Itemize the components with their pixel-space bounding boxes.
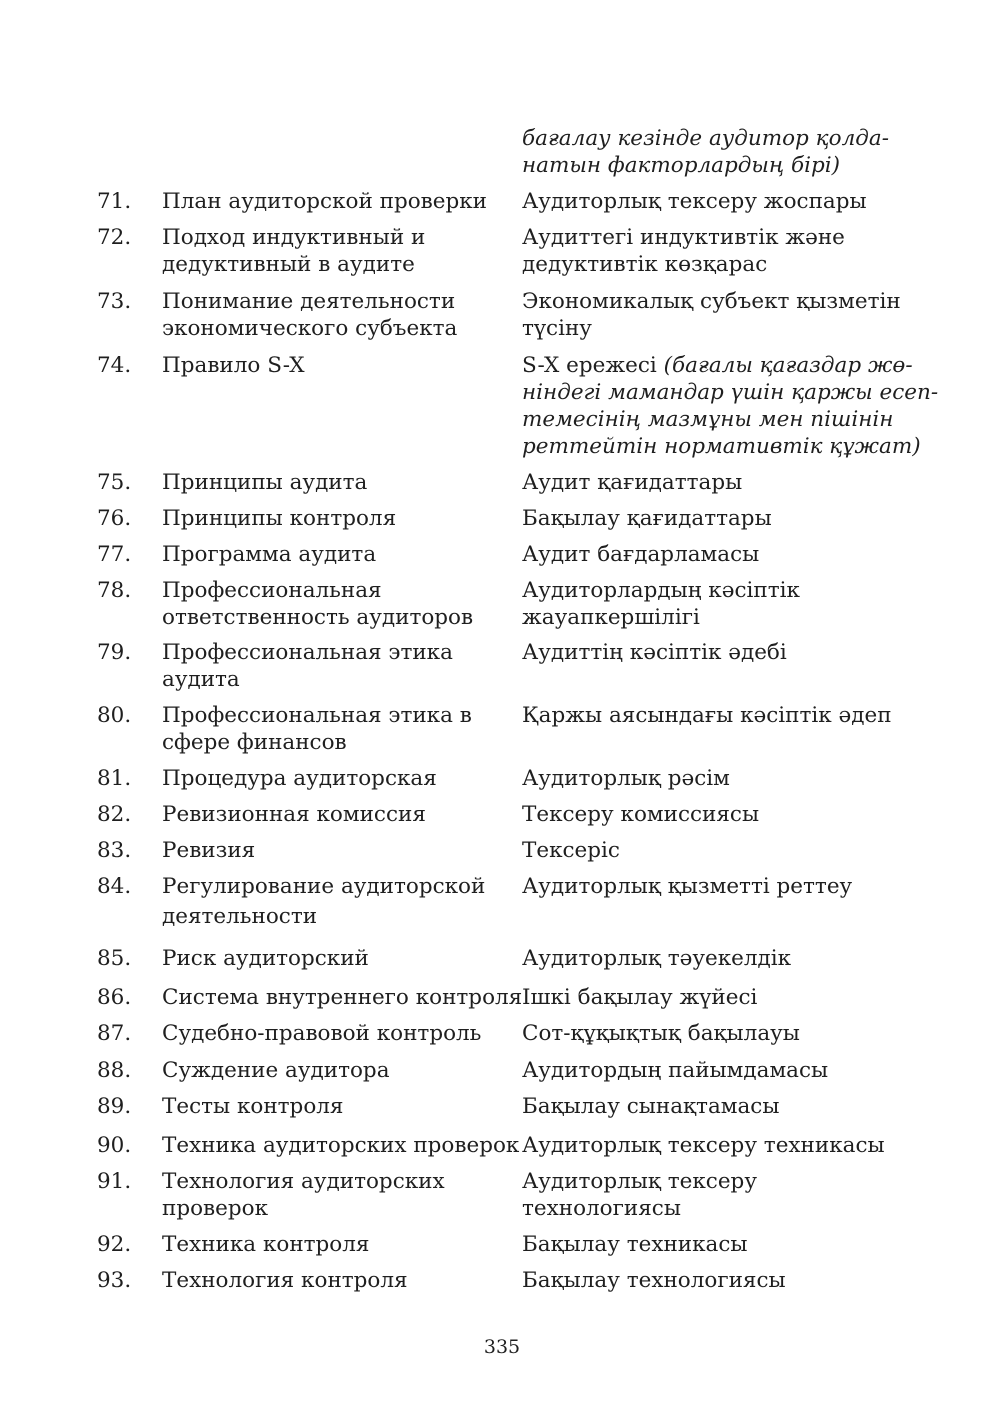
entry-kazakh-term (522, 505, 942, 532)
entry-russian-term (162, 1267, 514, 1294)
entry-number: 89. (97, 1094, 132, 1119)
russian-line: Технология аудиторских (162, 1169, 445, 1194)
entry-russian-term (162, 1020, 514, 1047)
kazakh-term-text: S-X ережесі (522, 353, 657, 378)
entry-number: 80. (97, 703, 132, 728)
kazakh-explanation-line: реттейтін нормативтік құжат) (522, 434, 921, 459)
kazakh-line: Аудиттегі индуктивтік және (522, 225, 845, 250)
kazakh-line: Аудиторлық рәсім (522, 766, 730, 791)
entry-number: 76. (97, 506, 132, 531)
russian-line: Процедура аудиторская (162, 766, 437, 791)
entry-russian-term (162, 1057, 514, 1084)
continuation-kz (522, 125, 942, 179)
entry-russian-term (162, 1132, 520, 1159)
russian-line: Профессиональная этика в (162, 703, 472, 728)
entry-russian-term (162, 765, 514, 792)
kazakh-explanation-line: темесінің мазмұны мен пішінін (522, 407, 894, 432)
entry-number: 82. (97, 802, 132, 827)
entry-number: 86. (97, 985, 132, 1010)
entry-kazakh-term (522, 1231, 942, 1258)
kazakh-line: Тексеру комиссиясы (522, 802, 760, 827)
entry-kazakh-term (522, 188, 942, 215)
kazakh-line: дедуктивтік көзқарас (522, 252, 768, 277)
russian-line: Правило S-X (162, 353, 305, 378)
entry-kazakh-term (522, 1267, 942, 1294)
russian-line: дедуктивный в аудите (162, 252, 415, 277)
kazakh-line: Аудитордың пайымдамасы (522, 1058, 829, 1083)
russian-line: Профессиональная этика (162, 640, 453, 665)
entry-kazakh-term (522, 1093, 942, 1120)
entry-number: 87. (97, 1021, 132, 1046)
kazakh-line: Аудиторлық қызметті реттеу (522, 874, 853, 899)
entry-number: 88. (97, 1058, 132, 1083)
russian-line: Суждение аудитора (162, 1058, 390, 1083)
kazakh-line: Аудиторлық тексеру жоспары (522, 189, 867, 214)
russian-line: экономического субъекта (162, 316, 458, 341)
kazakh-line: Аудиторлық тексеру (522, 1169, 757, 1194)
entry-russian-term (162, 224, 514, 278)
kazakh-explanation-line: ніндегі мамандар үшін қаржы есеп- (522, 380, 939, 405)
entry-number: 84. (97, 874, 132, 899)
entry-kazakh-term (522, 224, 942, 278)
entry-kazakh-term (522, 1168, 942, 1222)
entry-russian-term (162, 984, 523, 1011)
russian-line: Тесты контроля (162, 1094, 344, 1119)
entry-russian-term (162, 469, 514, 496)
kazakh-line: Сот-құқықтық бақылауы (522, 1021, 800, 1046)
kazakh-line: Аудиторлардың кәсіптік (522, 578, 800, 603)
kazakh-line: Бақылау технологиясы (522, 1268, 786, 1293)
kazakh-line: Аудиторлық тәуекелдік (522, 946, 792, 971)
kazakh-line: жауапкершілігі (522, 605, 700, 630)
russian-line: Система внутреннего контроля (162, 985, 523, 1010)
russian-line: Подход индуктивный и (162, 225, 426, 250)
kazakh-line: Қаржы аясындағы кәсіптік әдеп (522, 703, 892, 728)
entry-number: 74. (97, 353, 132, 378)
entry-kazakh-term (522, 765, 942, 792)
russian-line: Риск аудиторский (162, 946, 369, 971)
entry-russian-term (162, 702, 514, 756)
entry-kazakh-term (522, 288, 942, 342)
kazakh-line: Бақылау техникасы (522, 1232, 748, 1257)
entry-kazakh-term (522, 945, 942, 972)
russian-line: сфере финансов (162, 730, 347, 755)
entry-number: 85. (97, 946, 132, 971)
entry-russian-term (162, 352, 514, 379)
entry-number: 71. (97, 189, 132, 214)
kazakh-line: Аудит бағдарламасы (522, 542, 760, 567)
entry-russian-term (162, 188, 514, 215)
page-number: 335 (483, 1336, 521, 1358)
kazakh-line: Тексеріс (522, 838, 620, 863)
entry-number: 83. (97, 838, 132, 863)
russian-line: Техника контроля (162, 1232, 370, 1257)
entry-kazakh-term (522, 1057, 942, 1084)
entry-russian-term (162, 1168, 514, 1222)
russian-line: Ревизия (162, 838, 256, 863)
entry-kazakh-term (522, 837, 942, 864)
entry-number: 81. (97, 766, 132, 791)
russian-line: Профессиональная (162, 578, 382, 603)
continuation-line: бағалау кезінде аудитор қолда- (522, 126, 889, 151)
kazakh-line: технологиясы (522, 1196, 681, 1221)
russian-line: Ревизионная комиссия (162, 802, 426, 827)
entry-kazakh-term (522, 873, 942, 900)
russian-line: Программа аудита (162, 542, 377, 567)
russian-line: ответственность аудиторов (162, 605, 474, 630)
russian-line: План аудиторской проверки (162, 189, 488, 214)
entry-number: 92. (97, 1232, 132, 1257)
entry-kazakh-term (522, 469, 942, 496)
entry-russian-term (162, 288, 514, 342)
entry-russian-term (162, 1093, 514, 1120)
entry-russian-term (162, 837, 514, 864)
kazakh-line: Бақылау сынақтамасы (522, 1094, 780, 1119)
russian-line: Регулирование аудиторской (162, 874, 486, 899)
entry-kazakh-term (522, 702, 942, 729)
entry-russian-term (162, 639, 514, 693)
russian-line: деятельности (162, 904, 318, 929)
kazakh-line (522, 352, 942, 379)
entry-kazakh-term (522, 801, 942, 828)
entry-number: 91. (97, 1169, 132, 1194)
entry-number: 77. (97, 542, 132, 567)
russian-line: Принципы аудита (162, 470, 368, 495)
entry-kazakh-term (522, 639, 942, 666)
russian-line: Технология контроля (162, 1268, 408, 1293)
russian-line: Понимание деятельности (162, 289, 456, 314)
entry-number: 79. (97, 640, 132, 665)
entry-number: 72. (97, 225, 132, 250)
kazakh-line: Бақылау қағидаттары (522, 506, 772, 531)
russian-line: проверок (162, 1196, 269, 1221)
entry-russian-term (162, 541, 514, 568)
entry-kazakh-term (522, 984, 942, 1011)
kazakh-line: Ішкі бақылау жүйесі (522, 985, 758, 1010)
kazakh-line: Аудиторлық тексеру техникасы (522, 1133, 885, 1158)
entry-russian-term (162, 577, 514, 631)
entry-russian-term (162, 1231, 514, 1258)
russian-line: Техника аудиторских проверок (162, 1133, 520, 1158)
entry-russian-term (162, 945, 514, 972)
entry-number: 90. (97, 1133, 132, 1158)
continuation-line: натын факторлардың бірі) (522, 153, 841, 178)
entry-number: 75. (97, 470, 132, 495)
kazakh-line: Экономикалық субъект қызметін (522, 289, 901, 314)
entry-number: 73. (97, 289, 132, 314)
entry-kazakh-term (522, 1132, 942, 1159)
entry-number: 78. (97, 578, 132, 603)
entry-number: 93. (97, 1268, 132, 1293)
entry-kazakh-term (522, 352, 942, 460)
russian-line: Судебно-правовой контроль (162, 1021, 482, 1046)
entry-kazakh-term (522, 1020, 942, 1047)
kazakh-line: Аудиттің кәсіптік әдебі (522, 640, 787, 665)
entry-kazakh-term (522, 577, 942, 631)
entry-russian-term (162, 873, 514, 930)
entry-russian-term (162, 801, 514, 828)
entry-russian-term (162, 505, 514, 532)
russian-line: аудита (162, 667, 240, 692)
kazakh-explanation: (бағалы қағаздар жө- (656, 353, 913, 378)
russian-line: Принципы контроля (162, 506, 397, 531)
kazakh-line: түсіну (522, 316, 592, 341)
kazakh-line: Аудит қағидаттары (522, 470, 743, 495)
entry-kazakh-term (522, 541, 942, 568)
